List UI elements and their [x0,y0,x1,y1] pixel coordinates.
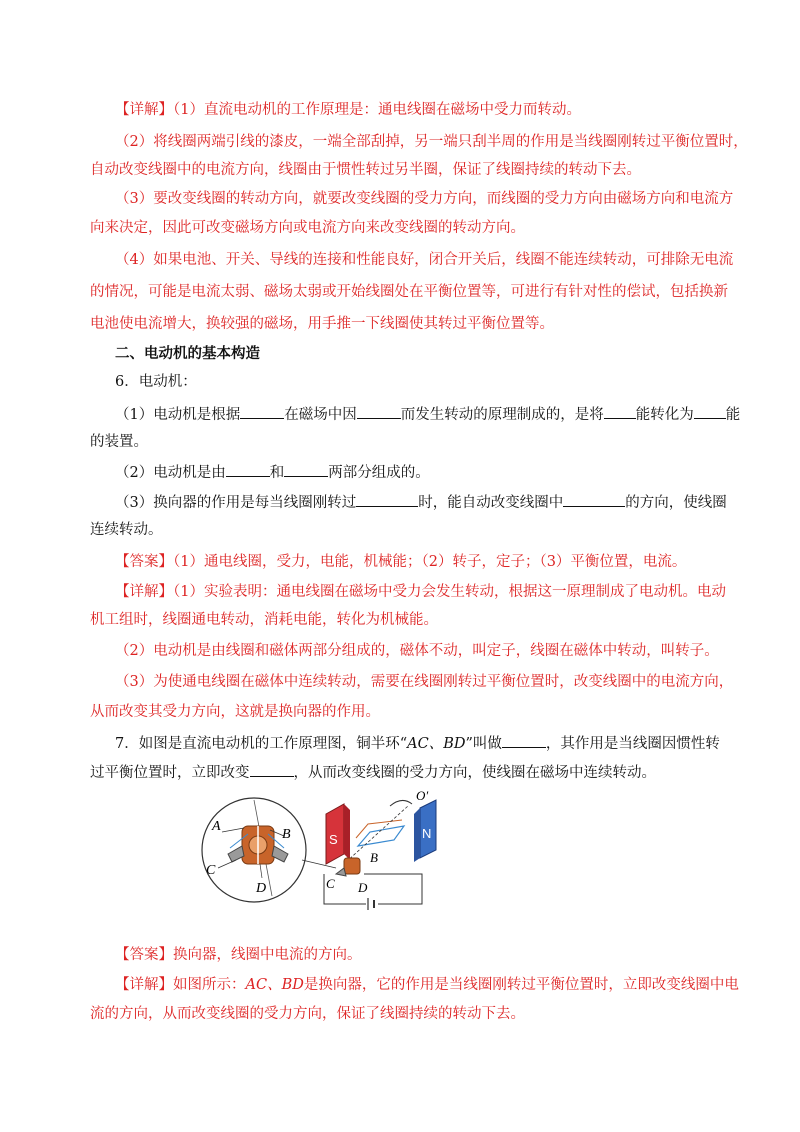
q7-line-1: 7．如图是直流电动机的工作原理图，铜半环“AC、BD”叫做 ，其作用是当线圈因惯性转 [115,733,720,754]
q7-answer: 【答案】换向器，线圈中电流的方向。 [115,947,362,963]
q7-detail-1: 【详解】如图所示：AC、BD是换向器，它的作用是当线圈刚转过平衡位置时，立即改变线圈中电 [115,977,739,993]
detail-tag: 【详解】 [115,102,173,118]
label-b2: B [370,850,378,865]
answer-blank[interactable] [694,404,726,419]
q6-detail-1: 【详解】（1）实验表明：通电线圈在磁场中受力会发生转动，根据这一原理制成了电动机。电动 [115,584,726,600]
detail-1-line-4: （3）要改变线圈的转动方向，就要改变线圈的受力方向，而线圈的受力方向由磁场方向和电流方 [115,191,734,207]
label-d2: D [358,880,368,895]
brush-left [228,846,244,862]
label-n: N [422,826,432,841]
answer-blank[interactable] [240,404,284,419]
q6-part2: （2）电动机是由 和 两部分组成的。 [115,462,430,483]
label-d: D [256,881,267,896]
label-c2: C [326,876,335,891]
detail-1-line-8: 电池使电流增大，换较强的磁场，用手推一下线圈使其转过平衡位置等。 [90,316,554,332]
answer-blank[interactable] [357,404,401,419]
q6-part3: （3）换向器的作用是每当线圈刚转过 时，能自动改变线圈中 的方向，使线圈 [115,492,727,513]
q6-detail-4: （3）为使通电线圈在磁体中连续转动，需要在线圈刚转过平衡位置时，改变线圈中的电流方向， [115,674,734,690]
q6-part3-cont: 连续转动。 [90,522,163,538]
label-b: B [282,827,291,842]
detail-1-line-1: 【详解】（1）直流电动机的工作原理是：通电线圈在磁场中受力而转动。 [115,102,581,118]
detail-1-line-2: （2）将线圈两端引线的漆皮，一端全部刮掉，另一端只刮半周的作用是当线圈刚转过平衡位置时， [115,134,748,150]
detail-tag: 【详解】 [115,977,173,993]
answer-blank[interactable] [563,492,625,507]
answer-blank[interactable] [604,404,636,419]
detail-1-line-5: 向来决定，因此可改变磁场方向或电流方向来改变线圈的转动方向。 [90,220,525,236]
label-o: O′ [416,788,429,803]
answer-blank[interactable] [284,462,328,477]
q6-answer: 【答案】（1）通电线圈，受力，电能，机械能；（2）转子，定子；（3）平衡位置，电流。 [115,554,687,570]
label-c: C [206,863,216,878]
coil [358,826,404,846]
q7-detail-2: 流的方向，从而改变线圈的受力方向，保证了线圈持续的转动下去。 [90,1006,525,1022]
label-s: S [329,832,338,847]
q6-detail-3: （2）电动机是由线圈和磁体两部分组成的，磁体不动，叫定子，线圈在磁体中转动，叫转子。 [115,643,719,659]
detail-1-line-7: 的情况，可能是电流太弱、磁场太弱或开始线圈处在平衡位置等，可进行有针对性的偿试，包括换新 [90,284,728,300]
detail-1-line-6: （4）如果电池、开关、导线的连接和性能良好，闭合开关后，线圈不能连续转动，可排除无电流 [115,252,734,268]
label-a: A [212,819,221,834]
q6-part1: （1）电动机是根据 在磁场中因 而发生转动的原理制成的，是将 能转化为 能 [115,404,740,425]
section-title: 二、电动机的基本构造 [115,346,260,362]
answer-tag: 【答案】 [115,554,173,570]
q6-head: 6．电动机： [115,374,197,390]
q6-detail-2: 机工组时，线圈通电转动，消耗电能，转化为机械能。 [90,612,438,628]
motor-diagram [198,788,460,916]
answer-tag: 【答案】 [115,947,173,963]
brush-right [272,846,288,862]
q6-part1-cont: 的装置。 [90,434,148,450]
answer-blank[interactable] [502,733,546,748]
q6-detail-5: 从而改变其受力方向，这就是换向器的作用。 [90,704,380,720]
answer-blank[interactable] [226,462,270,477]
answer-blank[interactable] [356,492,418,507]
q7-line-2: 过平衡位置时，立即改变 ，从而改变线圈的受力方向，使线圈在磁场中连续转动。 [90,762,656,783]
detail-tag: 【详解】 [115,584,173,600]
detail-1-line-3: 自动改变线圈中的电流方向，线圈由于惯性转过另半圈，保证了线圈持续的转动下去。 [90,162,641,178]
answer-blank[interactable] [250,762,294,777]
